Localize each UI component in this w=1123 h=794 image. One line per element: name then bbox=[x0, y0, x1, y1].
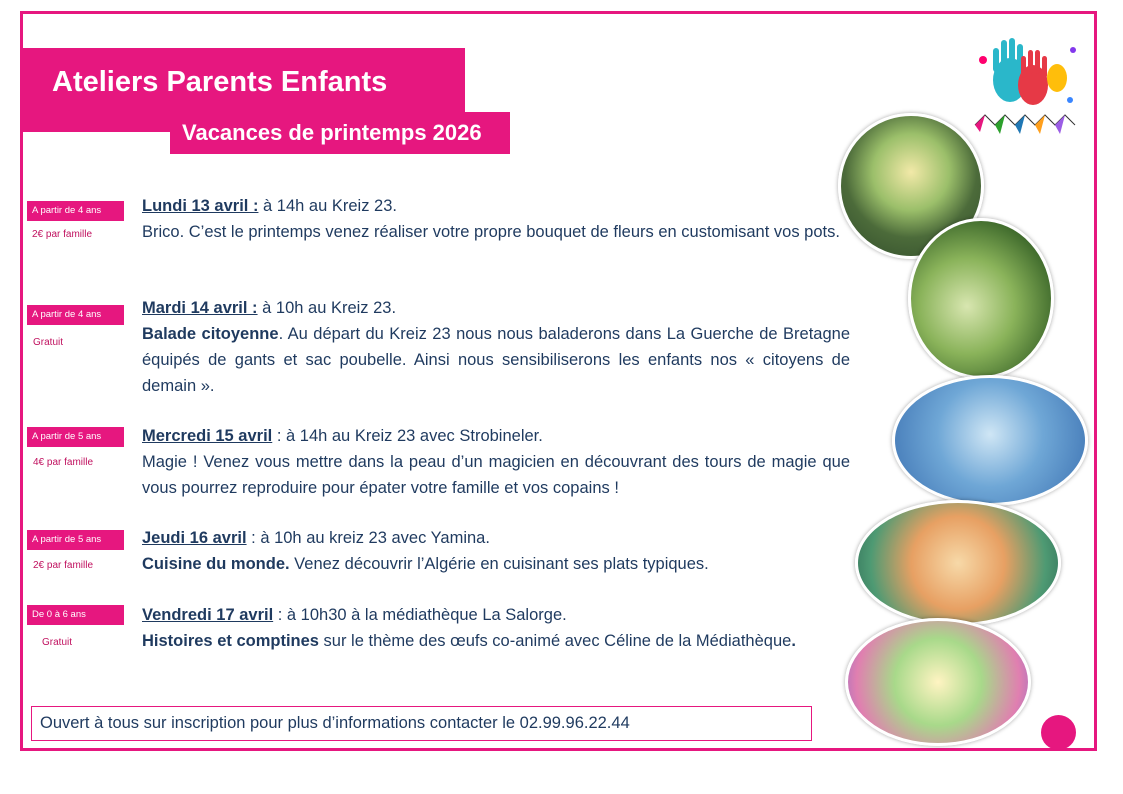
event-description: . Au départ du Kreiz 23 nous nous baladerons dans La Guerche de Bretagne équipés de gants et sac poubelle. Ainsi nous sensibiliserons les enfants nos « citoyens de demain ». bbox=[142, 325, 850, 395]
event-details: à 14h au Kreiz 23. bbox=[258, 197, 397, 215]
event-details: : à 10h30 à la médiathèque La Salorge. bbox=[273, 606, 567, 624]
event-day: Mardi 14 avril : bbox=[142, 299, 258, 317]
event-thursday bbox=[142, 525, 850, 577]
contact-footer: Ouvert à tous sur inscription pour plus d’informations contacter le 02.99.96.22.44 bbox=[31, 706, 812, 741]
event-day: Vendredi 17 avril bbox=[142, 606, 274, 624]
event-activity: Balade citoyenne bbox=[142, 325, 279, 343]
event-wednesday bbox=[142, 423, 850, 501]
photo-storytelling bbox=[845, 618, 1031, 746]
price-label: 4€ par famille bbox=[33, 457, 94, 468]
event-description: Venez découvrir l’Algérie en cuisinant ses plats typiques. bbox=[289, 555, 709, 573]
painted-hands-icon bbox=[965, 30, 1085, 140]
event-friday bbox=[142, 602, 850, 654]
photo-cooking bbox=[855, 500, 1061, 626]
decorative-dot bbox=[1041, 715, 1076, 750]
price-label: 2€ par famille bbox=[33, 560, 94, 571]
price-label: 2€ par famille bbox=[32, 229, 93, 240]
event-details: : à 14h au Kreiz 23 avec Strobineler. bbox=[272, 427, 543, 445]
age-badge: A partir de 4 ans bbox=[27, 201, 124, 221]
event-description: Brico. C’est le printemps venez réaliser votre propre bouquet de fleurs en customisant vos pots. bbox=[142, 223, 840, 241]
photo-litter-picking bbox=[908, 218, 1054, 379]
photo-magician bbox=[892, 375, 1088, 506]
event-description: sur le thème des œufs co-animé avec Céline de la Médiathèque bbox=[318, 632, 792, 650]
age-badge: A partir de 5 ans bbox=[27, 530, 124, 550]
event-activity: Cuisine du monde. bbox=[142, 555, 290, 573]
event-description-end: . bbox=[791, 632, 796, 650]
event-details: : à 10h au kreiz 23 avec Yamina. bbox=[246, 529, 490, 547]
event-activity: Histoires et comptines bbox=[142, 632, 319, 650]
event-tuesday bbox=[142, 295, 850, 399]
event-day: Jeudi 16 avril bbox=[142, 529, 247, 547]
age-badge: De 0 à 6 ans bbox=[27, 605, 124, 625]
page-subtitle: Vacances de printemps 2026 bbox=[182, 120, 482, 145]
event-day: Mercredi 15 avril bbox=[142, 427, 273, 445]
page-title: Ateliers Parents Enfants bbox=[52, 66, 388, 98]
age-badge: A partir de 4 ans bbox=[27, 305, 124, 325]
price-label: Gratuit bbox=[42, 637, 73, 648]
event-day: Lundi 13 avril : bbox=[142, 197, 259, 215]
price-label: Gratuit bbox=[33, 337, 64, 348]
event-monday bbox=[142, 193, 850, 245]
age-badge: A partir de 5 ans bbox=[27, 427, 124, 447]
event-description: Magie ! Venez vous mettre dans la peau d’un magicien en découvrant des tours de magie que vous pourrez reproduire pour épater votre famille et vos copains ! bbox=[142, 453, 850, 497]
event-details: à 10h au Kreiz 23. bbox=[257, 299, 397, 317]
